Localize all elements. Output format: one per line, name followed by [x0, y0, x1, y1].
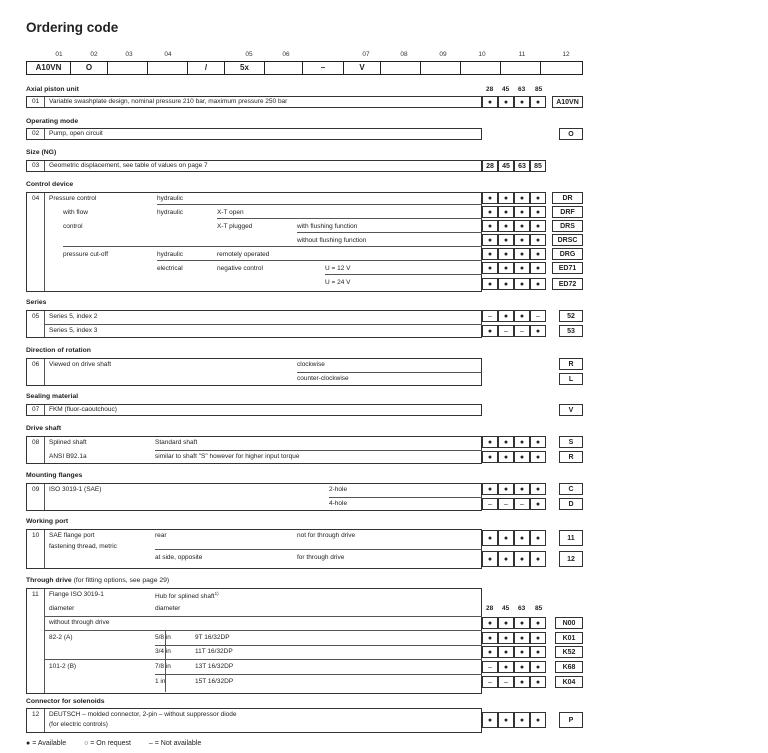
through-note: (for fitting options, see page 29) — [73, 577, 170, 584]
label-hydraulic: hydraulic — [157, 209, 184, 216]
avail-dot: ● — [514, 451, 530, 463]
section-connector-block — [26, 708, 482, 733]
code-cell: R — [559, 358, 583, 370]
code-cell: 53 — [559, 325, 583, 337]
row-text: DEUTSCH – molded connector, 2-pin – without suppressor diode — [49, 711, 237, 718]
row-text: Viewed on drive shaft — [49, 361, 112, 368]
avail-dot: ● — [514, 234, 530, 246]
avail-dot: ● — [498, 278, 514, 290]
code-cell: DRG — [552, 248, 583, 260]
section-control-block — [26, 192, 482, 292]
pos-06: 06 — [282, 51, 290, 58]
code-cell: ED71 — [552, 262, 583, 274]
avail-dot: ● — [514, 96, 530, 108]
code-cell: 12 — [559, 551, 583, 567]
na-dash: – — [530, 310, 546, 322]
section-shaft-block — [26, 436, 482, 464]
label-u24: U = 24 V — [325, 279, 351, 286]
avail-dot: ● — [498, 551, 514, 567]
code-10 — [461, 62, 501, 74]
avail-dot: ● — [530, 661, 546, 673]
label-xt-plugged: X-T plugged — [217, 223, 253, 230]
code-cell: V — [559, 404, 583, 416]
code-03 — [108, 62, 148, 74]
legend — [26, 740, 201, 747]
avail-dot: ● — [530, 451, 546, 463]
na-dash: – — [498, 498, 514, 510]
avail-dot: ● — [482, 278, 498, 290]
section-connector-title: Connector for solenoids — [26, 698, 105, 705]
label-u12: U = 12 V — [325, 265, 351, 272]
avail-dot: ● — [514, 310, 530, 322]
label-82-2: 82-2 (A) — [49, 634, 73, 641]
section-port-block — [26, 529, 482, 569]
avail-dot: ● — [482, 220, 498, 232]
avail-dot: ● — [498, 234, 514, 246]
label-101-2: 101-2 (B) — [49, 663, 77, 670]
row-num: 12 — [32, 711, 40, 718]
label-diam: 3/4 in — [155, 648, 171, 655]
size-85: 85 — [535, 86, 543, 93]
row-text: Series 5, index 2 — [49, 313, 98, 320]
code-cell: DRF — [552, 206, 583, 218]
code-02: O — [71, 62, 108, 74]
code-cell: DR — [552, 192, 583, 204]
avail-dot: ● — [498, 192, 514, 204]
avail-dot: ● — [530, 96, 546, 108]
code-cell: ED72 — [552, 278, 583, 290]
section-rotation-block — [26, 358, 482, 386]
avail-dot: ● — [514, 617, 530, 629]
label-diam: 7/8 in — [155, 663, 171, 670]
pos-01: 01 — [55, 51, 63, 58]
avail-dot: ● — [530, 530, 546, 546]
avail-dot: ● — [530, 498, 546, 510]
size-45: 45 — [502, 86, 510, 93]
label-diameter: diameter — [49, 605, 75, 612]
section-size-row — [26, 160, 482, 172]
avail-dot: ● — [530, 206, 546, 218]
row-num: 06 — [32, 361, 40, 368]
avail-dot: ● — [530, 551, 546, 567]
section-axial-title: Axial piston unit — [26, 86, 79, 93]
avail-dot: ● — [482, 325, 498, 337]
avail-dot: ● — [498, 530, 514, 546]
code-cell: C — [559, 483, 583, 495]
avail-dot: ● — [514, 530, 530, 546]
legend-request: = On request — [90, 740, 131, 747]
code-11a — [501, 62, 541, 74]
pos-03: 03 — [125, 51, 133, 58]
label-splined: Splined shaft — [49, 439, 87, 446]
section-flanges-block — [26, 483, 482, 511]
section-mode-row — [26, 128, 482, 140]
label-hub — [155, 591, 219, 600]
avail-dot: ● — [482, 436, 498, 448]
row-num: 09 — [32, 486, 40, 493]
section-control-title: Control device — [26, 181, 74, 188]
section-through-block — [26, 588, 482, 694]
code-04 — [148, 62, 188, 74]
row-num: 02 — [32, 130, 40, 137]
avail-dot: ● — [514, 676, 530, 688]
avail-dot: ● — [482, 451, 498, 463]
avail-dot: ● — [514, 206, 530, 218]
label-diameter: diameter — [155, 605, 181, 612]
avail-dot: ● — [530, 483, 546, 495]
code-cell: 11 — [559, 530, 583, 546]
avail-dot: ● — [482, 96, 498, 108]
label-diam: 1 in — [155, 678, 166, 685]
avail-dot: ● — [498, 617, 514, 629]
size-63: 63 — [518, 605, 526, 612]
section-size-title: Size (NG) — [26, 149, 57, 156]
legend-circle-icon: ○ — [84, 740, 89, 747]
avail-dot: ● — [530, 220, 546, 232]
na-dash: – — [514, 325, 530, 337]
pos-10: 10 — [478, 51, 486, 58]
avail-dot: ● — [482, 617, 498, 629]
code-11b — [541, 62, 582, 74]
label-ansi: ANSI B92.1a — [49, 453, 87, 460]
avail-dot: ● — [530, 192, 546, 204]
row-num: 01 — [32, 98, 40, 105]
size-45: 45 — [502, 605, 510, 612]
avail-dot: ● — [498, 632, 514, 644]
avail-dot: ● — [514, 632, 530, 644]
avail-dot: ● — [482, 646, 498, 658]
avail-dot: ● — [514, 661, 530, 673]
code-cell: P — [559, 712, 583, 728]
code-06 — [265, 62, 303, 74]
code-cell: N00 — [555, 617, 583, 629]
size-63: 63 — [518, 86, 526, 93]
avail-dot: ● — [498, 310, 514, 322]
section-axial-row — [26, 96, 482, 108]
section-mode-title: Operating mode — [26, 118, 79, 125]
avail-dot: ● — [482, 712, 498, 728]
label-control: control — [63, 223, 83, 230]
label-xt-open: X-T open — [217, 209, 244, 216]
pos-04: 04 — [164, 51, 172, 58]
avail-dot: ● — [514, 262, 530, 274]
label-without-flush: without flushing function — [297, 237, 367, 244]
code-cell: S — [559, 436, 583, 448]
section-sealing-title: Sealing material — [26, 393, 79, 400]
section-series-title: Series — [26, 299, 47, 306]
code-cell: O — [559, 128, 583, 140]
pos-09: 09 — [439, 51, 447, 58]
row-text: Pump, open circuit — [49, 130, 103, 137]
label-thread: fastening thread, metric — [49, 543, 117, 550]
label-2-hole: 2-hole — [329, 486, 348, 493]
avail-dot: ● — [514, 646, 530, 658]
avail-dot: ● — [498, 96, 514, 108]
avail-dot: ● — [498, 262, 514, 274]
row-text: (for electric controls) — [49, 721, 108, 728]
row-num: 11 — [32, 591, 39, 598]
code-cell: DRS — [552, 220, 583, 232]
avail-dot: ● — [514, 436, 530, 448]
avail-dot: ● — [514, 192, 530, 204]
avail-dot: ● — [498, 206, 514, 218]
label-cutoff: pressure cut-off — [63, 251, 109, 258]
code-cell: D — [559, 498, 583, 510]
avail-dot: ● — [498, 646, 514, 658]
avail-dot: ● — [482, 262, 498, 274]
page-title: Ordering code — [26, 20, 119, 35]
code-cell: R — [559, 451, 583, 463]
code-07: V — [344, 62, 381, 74]
pos-02: 02 — [90, 51, 98, 58]
label-4-hole: 4-hole — [329, 500, 348, 507]
avail-dot: ● — [530, 632, 546, 644]
na-dash: – — [498, 676, 514, 688]
pos-12: 12 — [562, 51, 570, 58]
avail-dot: ● — [530, 676, 546, 688]
section-rotation-title: Direction of rotation — [26, 347, 91, 354]
avail-dot: ● — [514, 712, 530, 728]
avail-dot: ● — [514, 220, 530, 232]
avail-dot: ● — [498, 712, 514, 728]
pos-08: 08 — [400, 51, 408, 58]
size-cell: 45 — [498, 160, 514, 172]
avail-dot: ● — [530, 712, 546, 728]
label-negative: negative control — [217, 265, 263, 272]
code-cell: DRSC — [552, 234, 583, 246]
avail-dot: ● — [482, 551, 498, 567]
avail-dot: ● — [530, 617, 546, 629]
code-dash: – — [303, 62, 344, 74]
label-clockwise: clockwise — [297, 361, 325, 368]
label-pressure-control: Pressure control — [49, 195, 97, 202]
avail-dot: ● — [530, 436, 546, 448]
row-num: 03 — [32, 162, 40, 169]
label-side: at side, opposite — [155, 554, 203, 561]
avail-dot: ● — [498, 483, 514, 495]
ordering-code-box — [26, 61, 583, 75]
label-spline: 11T 16/32DP — [195, 648, 233, 655]
label-spline: 13T 16/32DP — [195, 663, 234, 670]
size-cell: 85 — [530, 160, 546, 172]
label-similar: similar to shaft "S" however for higher input torque — [155, 453, 300, 460]
divider — [165, 630, 166, 692]
pos-05: 05 — [245, 51, 253, 58]
code-09 — [421, 62, 461, 74]
row-num: 08 — [32, 439, 40, 446]
na-dash: – — [498, 325, 514, 337]
through-title-text: Through drive — [26, 577, 72, 584]
label-with-flush: with flushing function — [297, 223, 358, 230]
section-flanges-title: Mounting flanges — [26, 472, 83, 479]
label-not-through: not for through drive — [297, 532, 356, 539]
row-text: Geometric displacement, see table of values on page 7 — [49, 162, 208, 169]
row-num: 05 — [32, 313, 40, 320]
code-cell: K68 — [555, 661, 583, 673]
size-cell: 63 — [514, 160, 530, 172]
avail-dot: ● — [482, 248, 498, 260]
section-through-title — [26, 577, 169, 584]
avail-dot: ● — [530, 646, 546, 658]
label-spline: 9T 16/32DP — [195, 634, 230, 641]
avail-dot: ● — [482, 192, 498, 204]
code-05: 5x — [225, 62, 265, 74]
na-dash: – — [482, 310, 498, 322]
code-cell: L — [559, 373, 583, 385]
label-with-flow: with flow — [63, 209, 88, 216]
avail-dot: ● — [482, 483, 498, 495]
avail-dot: ● — [482, 206, 498, 218]
section-series-block — [26, 310, 482, 338]
legend-dot: ● — [26, 740, 31, 747]
code-cell: K01 — [555, 632, 583, 644]
avail-dot: ● — [530, 325, 546, 337]
avail-dot: ● — [482, 632, 498, 644]
label-sae-port: SAE flange port — [49, 532, 95, 539]
footnote-mark: 1) — [214, 591, 219, 596]
code-cell: A10VN — [552, 96, 583, 108]
avail-dot: ● — [514, 248, 530, 260]
avail-dot: ● — [498, 661, 514, 673]
label-counter-clockwise: counter-clockwise — [297, 375, 349, 382]
label-hydraulic: hydraulic — [157, 195, 184, 202]
avail-dot: ● — [498, 248, 514, 260]
avail-dot: ● — [514, 483, 530, 495]
size-28: 28 — [486, 605, 494, 612]
size-28: 28 — [486, 86, 494, 93]
code-slash: / — [188, 62, 225, 74]
legend-available: = Available — [32, 740, 67, 747]
label-hydraulic: hydraulic — [157, 251, 184, 258]
avail-dot: ● — [514, 278, 530, 290]
section-shaft-title: Drive shaft — [26, 425, 62, 432]
label-flange: Flange ISO 3019-1 — [49, 591, 104, 598]
na-dash: – — [482, 661, 498, 673]
label-electrical: electrical — [157, 265, 183, 272]
avail-dot: ● — [498, 220, 514, 232]
label-through: for through drive — [297, 554, 345, 561]
avail-dot: ● — [530, 234, 546, 246]
na-dash: – — [482, 498, 498, 510]
na-dash: – — [482, 676, 498, 688]
label-spline: 15T 16/32DP — [195, 678, 234, 685]
section-port-title: Working port — [26, 518, 69, 525]
row-num: 10 — [32, 532, 40, 539]
pos-07: 07 — [362, 51, 370, 58]
row-text: ISO 3019-1 (SAE) — [49, 486, 102, 493]
avail-dot: ● — [498, 436, 514, 448]
row-text: FKM (fluor-caoutchouc) — [49, 406, 117, 413]
hub-text: Hub for splined shaft — [155, 593, 215, 601]
label-remotely: remotely operated — [217, 251, 270, 258]
row-text: Variable swashplate design, nominal pressure 210 bar, maximum pressure 250 bar — [49, 98, 288, 105]
code-cell: K04 — [555, 676, 583, 688]
legend-dash: – — [148, 740, 153, 747]
avail-dot: ● — [530, 278, 546, 290]
label-diam: 5/8 in — [155, 634, 171, 641]
avail-dot: ● — [498, 451, 514, 463]
label-rear: rear — [155, 532, 167, 539]
code-08 — [381, 62, 421, 74]
na-dash: – — [514, 498, 530, 510]
section-sealing-row — [26, 404, 482, 416]
avail-dot: ● — [530, 248, 546, 260]
avail-dot: ● — [514, 551, 530, 567]
legend-na: = Not available — [154, 740, 202, 747]
pos-11: 11 — [518, 51, 526, 58]
row-num: 04 — [32, 195, 40, 202]
code-01: A10VN — [27, 62, 71, 74]
avail-dot: ● — [482, 234, 498, 246]
label-without-through: without through drive — [49, 619, 110, 626]
code-cell: 52 — [559, 310, 583, 322]
row-num: 07 — [32, 406, 40, 413]
code-cell: K52 — [555, 646, 583, 658]
label-standard: Standard shaft — [155, 439, 198, 446]
row-text: Series 5, index 3 — [49, 327, 98, 334]
size-85: 85 — [535, 605, 543, 612]
avail-dot: ● — [482, 530, 498, 546]
avail-dot: ● — [530, 262, 546, 274]
size-cell: 28 — [482, 160, 498, 172]
